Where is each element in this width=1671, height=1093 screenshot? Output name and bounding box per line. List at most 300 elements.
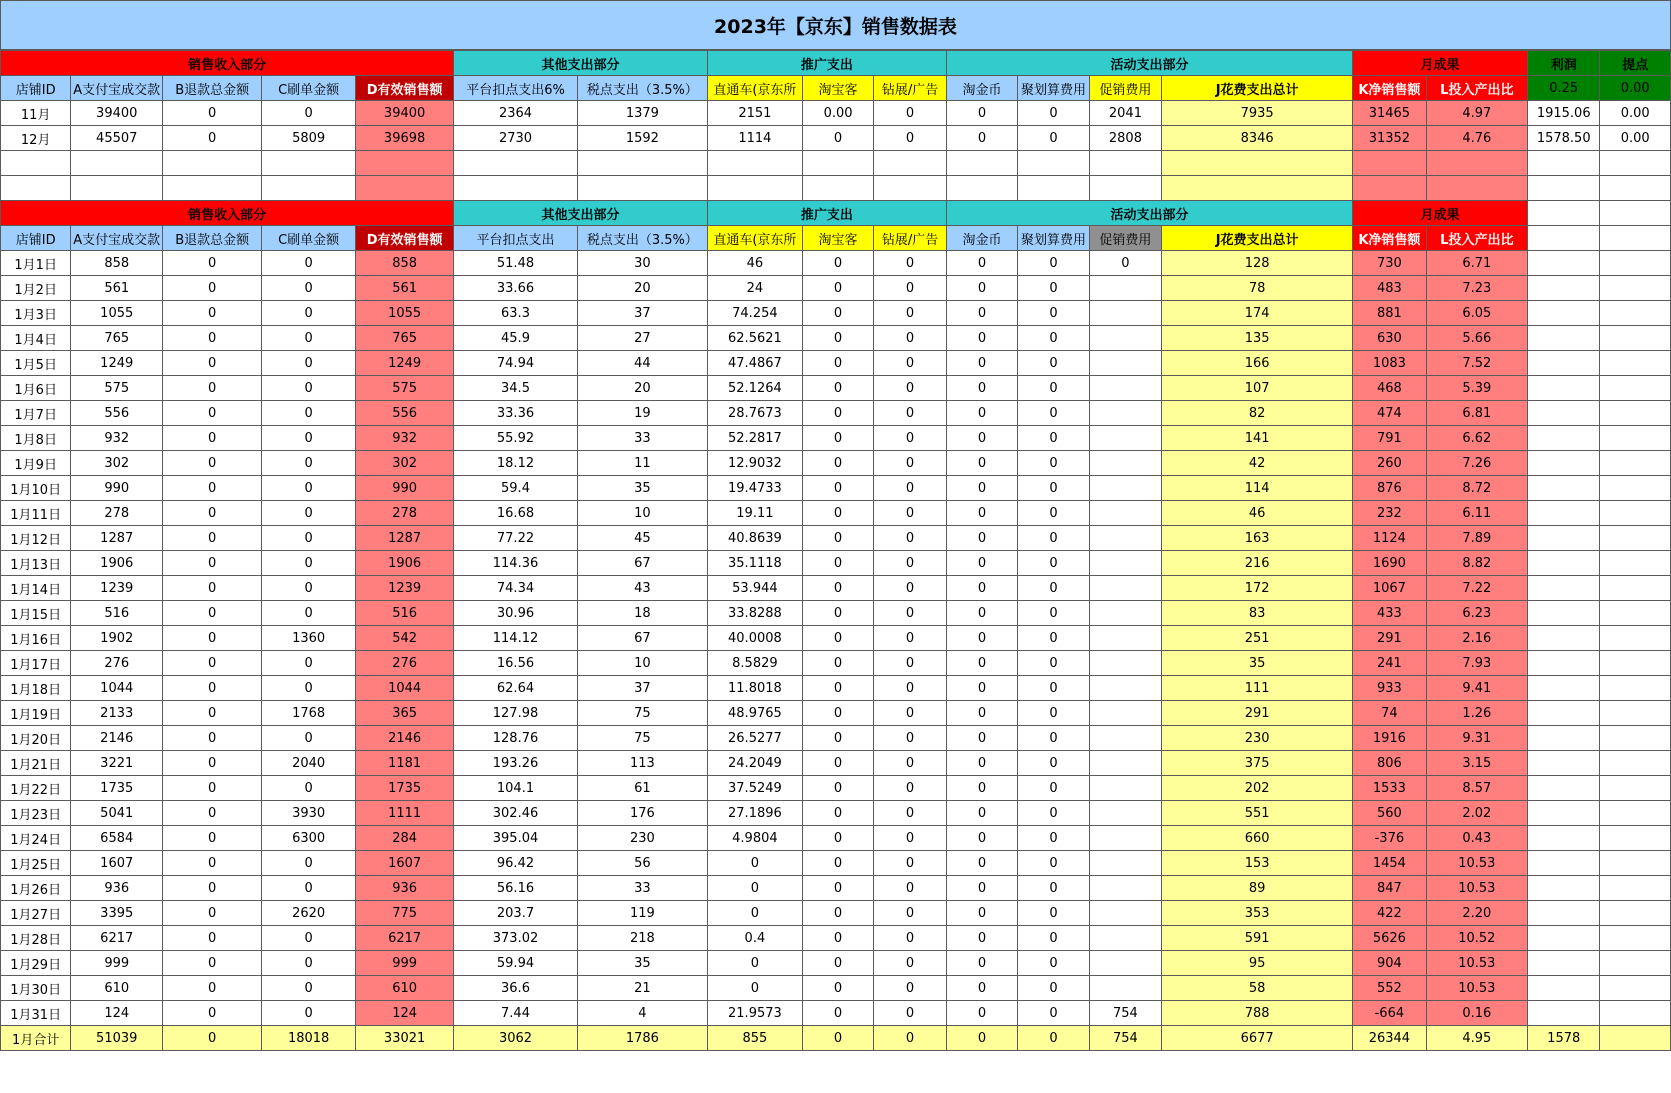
- cell-plat[interactable]: 77.22: [454, 526, 578, 551]
- cell-tbk[interactable]: 0: [802, 701, 873, 726]
- cell-c[interactable]: 0: [262, 951, 356, 976]
- cell-a[interactable]: 302: [71, 451, 163, 476]
- cell-j[interactable]: 89: [1162, 876, 1353, 901]
- column-header[interactable]: D有效销售额: [356, 226, 454, 251]
- cell-tidian[interactable]: 0.00: [1600, 126, 1671, 151]
- empty-cell[interactable]: [1527, 226, 1600, 251]
- cell-a[interactable]: 990: [71, 476, 163, 501]
- cell-tjb[interactable]: 0: [946, 651, 1017, 676]
- cell-k[interactable]: 260: [1353, 451, 1427, 476]
- cell-j[interactable]: 174: [1162, 301, 1353, 326]
- cell-ztc[interactable]: 0: [707, 976, 802, 1001]
- cell-d[interactable]: 765: [356, 326, 454, 351]
- column-header[interactable]: 店铺ID: [1, 226, 71, 251]
- cell-zz[interactable]: 0: [874, 451, 947, 476]
- cell-c[interactable]: 0: [262, 476, 356, 501]
- cell-profit[interactable]: 1915.06: [1527, 101, 1600, 126]
- cell-cx[interactable]: [1089, 701, 1162, 726]
- cell-zz[interactable]: 0: [874, 801, 947, 826]
- cell-b[interactable]: 0: [163, 501, 262, 526]
- cell-a[interactable]: 39400: [71, 101, 163, 126]
- cell-k[interactable]: 291: [1353, 626, 1427, 651]
- cell-zz[interactable]: 0: [874, 276, 947, 301]
- cell-a[interactable]: 556: [71, 401, 163, 426]
- cell-cx[interactable]: [1089, 426, 1162, 451]
- cell-plat[interactable]: 114.12: [454, 626, 578, 651]
- cell-b[interactable]: 0: [163, 776, 262, 801]
- cell-id[interactable]: 1月4日: [1, 326, 71, 351]
- cell-d[interactable]: 561: [356, 276, 454, 301]
- cell-jhs[interactable]: 0: [1018, 901, 1089, 926]
- cell-a[interactable]: 6217: [71, 926, 163, 951]
- empty-cell[interactable]: [262, 176, 356, 201]
- cell-tbk[interactable]: 0: [802, 751, 873, 776]
- cell-c[interactable]: 0: [262, 726, 356, 751]
- cell-c[interactable]: 18018: [262, 1026, 356, 1051]
- empty-cell[interactable]: [874, 151, 947, 176]
- cell-tjb[interactable]: 0: [946, 601, 1017, 626]
- cell-b[interactable]: 0: [163, 476, 262, 501]
- cell-a[interactable]: 3395: [71, 901, 163, 926]
- column-header[interactable]: C刷单金额: [262, 76, 356, 101]
- cell-tjb[interactable]: 0: [946, 626, 1017, 651]
- cell-plat[interactable]: 74.34: [454, 576, 578, 601]
- cell-l[interactable]: 8.57: [1426, 776, 1527, 801]
- cell-tbk[interactable]: 0: [802, 951, 873, 976]
- cell-ztc[interactable]: 19.11: [707, 501, 802, 526]
- cell-tax[interactable]: 35: [577, 951, 707, 976]
- empty-cell[interactable]: [1527, 326, 1600, 351]
- cell-zz[interactable]: 0: [874, 126, 947, 151]
- cell-k[interactable]: 468: [1353, 376, 1427, 401]
- cell-b[interactable]: 0: [163, 901, 262, 926]
- cell-id[interactable]: 1月28日: [1, 926, 71, 951]
- empty-cell[interactable]: [1353, 176, 1427, 201]
- cell-cx[interactable]: [1089, 276, 1162, 301]
- cell-c[interactable]: 0: [262, 551, 356, 576]
- empty-cell[interactable]: [1527, 926, 1600, 951]
- cell-c[interactable]: 0: [262, 1001, 356, 1026]
- cell-a[interactable]: 1239: [71, 576, 163, 601]
- cell-tbk[interactable]: 0: [802, 926, 873, 951]
- cell-k[interactable]: 552: [1353, 976, 1427, 1001]
- cell-d[interactable]: 39698: [356, 126, 454, 151]
- cell-a[interactable]: 5041: [71, 801, 163, 826]
- cell-c[interactable]: 0: [262, 376, 356, 401]
- cell-c[interactable]: 0: [262, 851, 356, 876]
- cell-cx[interactable]: [1089, 801, 1162, 826]
- header-profit[interactable]: 利润: [1527, 51, 1600, 76]
- cell-a[interactable]: 276: [71, 651, 163, 676]
- empty-cell[interactable]: [1527, 1001, 1600, 1026]
- column-header[interactable]: K净销售额: [1353, 76, 1427, 101]
- cell-c[interactable]: 0: [262, 501, 356, 526]
- cell-d[interactable]: 1044: [356, 676, 454, 701]
- empty-cell[interactable]: [454, 151, 578, 176]
- cell-profit[interactable]: 1578.50: [1527, 126, 1600, 151]
- group-header-month[interactable]: 月成果: [1353, 201, 1528, 226]
- cell-k[interactable]: 1533: [1353, 776, 1427, 801]
- cell-ztc[interactable]: 855: [707, 1026, 802, 1051]
- cell-l[interactable]: 10.52: [1426, 926, 1527, 951]
- cell-tidian[interactable]: [1600, 1026, 1671, 1051]
- cell-zz[interactable]: 0: [874, 651, 947, 676]
- cell-c[interactable]: 0: [262, 926, 356, 951]
- cell-b[interactable]: 0: [163, 576, 262, 601]
- cell-k[interactable]: 31352: [1353, 126, 1427, 151]
- empty-cell[interactable]: [1600, 951, 1671, 976]
- cell-l[interactable]: 6.62: [1426, 426, 1527, 451]
- cell-tbk[interactable]: 0: [802, 1026, 873, 1051]
- cell-id[interactable]: 1月1日: [1, 251, 71, 276]
- column-header[interactable]: C刷单金额: [262, 226, 356, 251]
- empty-cell[interactable]: [1600, 551, 1671, 576]
- empty-cell[interactable]: [1527, 801, 1600, 826]
- cell-zz[interactable]: 0: [874, 726, 947, 751]
- cell-j[interactable]: 353: [1162, 901, 1353, 926]
- column-header[interactable]: L投入产出比: [1426, 226, 1527, 251]
- cell-cx[interactable]: [1089, 726, 1162, 751]
- cell-j[interactable]: 591: [1162, 926, 1353, 951]
- cell-k[interactable]: 904: [1353, 951, 1427, 976]
- cell-tax[interactable]: 4: [577, 1001, 707, 1026]
- cell-tax[interactable]: 75: [577, 726, 707, 751]
- cell-j[interactable]: 291: [1162, 701, 1353, 726]
- cell-plat[interactable]: 74.94: [454, 351, 578, 376]
- cell-b[interactable]: 0: [163, 251, 262, 276]
- cell-cx[interactable]: 0: [1089, 251, 1162, 276]
- empty-cell[interactable]: [946, 151, 1017, 176]
- empty-cell[interactable]: [1527, 651, 1600, 676]
- cell-ztc[interactable]: 0: [707, 851, 802, 876]
- cell-plat[interactable]: 16.68: [454, 501, 578, 526]
- cell-tjb[interactable]: 0: [946, 1026, 1017, 1051]
- cell-k[interactable]: 881: [1353, 301, 1427, 326]
- cell-id[interactable]: 1月24日: [1, 826, 71, 851]
- cell-id[interactable]: 1月27日: [1, 901, 71, 926]
- cell-cx[interactable]: [1089, 951, 1162, 976]
- cell-zz[interactable]: 0: [874, 526, 947, 551]
- cell-d[interactable]: 1055: [356, 301, 454, 326]
- cell-tbk[interactable]: 0: [802, 876, 873, 901]
- cell-tax[interactable]: 37: [577, 301, 707, 326]
- empty-cell[interactable]: [1527, 951, 1600, 976]
- cell-l[interactable]: 10.53: [1426, 851, 1527, 876]
- cell-k[interactable]: 31465: [1353, 101, 1427, 126]
- cell-a[interactable]: 936: [71, 876, 163, 901]
- cell-b[interactable]: 0: [163, 826, 262, 851]
- group-header-other[interactable]: 其他支出部分: [454, 201, 708, 226]
- cell-k[interactable]: 1454: [1353, 851, 1427, 876]
- cell-tjb[interactable]: 0: [946, 251, 1017, 276]
- cell-id[interactable]: 1月19日: [1, 701, 71, 726]
- cell-id[interactable]: 1月22日: [1, 776, 71, 801]
- cell-b[interactable]: 0: [163, 701, 262, 726]
- cell-zz[interactable]: 0: [874, 851, 947, 876]
- cell-l[interactable]: 9.31: [1426, 726, 1527, 751]
- cell-tjb[interactable]: 0: [946, 901, 1017, 926]
- cell-cx[interactable]: [1089, 976, 1162, 1001]
- cell-tjb[interactable]: 0: [946, 826, 1017, 851]
- cell-tbk[interactable]: 0: [802, 576, 873, 601]
- column-header[interactable]: D有效销售额: [356, 76, 454, 101]
- empty-cell[interactable]: [1600, 901, 1671, 926]
- cell-tax[interactable]: 10: [577, 651, 707, 676]
- cell-ztc[interactable]: 11.8018: [707, 676, 802, 701]
- cell-ztc[interactable]: 53.944: [707, 576, 802, 601]
- cell-tjb[interactable]: 0: [946, 301, 1017, 326]
- cell-zz[interactable]: 0: [874, 1001, 947, 1026]
- cell-tjb[interactable]: 0: [946, 801, 1017, 826]
- cell-l[interactable]: 6.23: [1426, 601, 1527, 626]
- cell-jhs[interactable]: 0: [1018, 126, 1089, 151]
- cell-jhs[interactable]: 0: [1018, 476, 1089, 501]
- cell-tax[interactable]: 1592: [577, 126, 707, 151]
- cell-j[interactable]: 35: [1162, 651, 1353, 676]
- cell-zz[interactable]: 0: [874, 951, 947, 976]
- empty-cell[interactable]: [71, 176, 163, 201]
- cell-ztc[interactable]: 2151: [707, 101, 802, 126]
- cell-l[interactable]: 5.39: [1426, 376, 1527, 401]
- cell-ztc[interactable]: 0: [707, 876, 802, 901]
- cell-tbk[interactable]: 0: [802, 351, 873, 376]
- cell-tbk[interactable]: 0: [802, 1001, 873, 1026]
- cell-zz[interactable]: 0: [874, 251, 947, 276]
- cell-l[interactable]: 10.53: [1426, 876, 1527, 901]
- cell-id[interactable]: 11月: [1, 101, 71, 126]
- cell-zz[interactable]: 0: [874, 326, 947, 351]
- cell-cx[interactable]: [1089, 301, 1162, 326]
- cell-l[interactable]: 4.97: [1426, 101, 1527, 126]
- cell-k[interactable]: 1067: [1353, 576, 1427, 601]
- cell-jhs[interactable]: 0: [1018, 301, 1089, 326]
- cell-id[interactable]: 1月12日: [1, 526, 71, 551]
- empty-cell[interactable]: [1527, 901, 1600, 926]
- column-header[interactable]: 直通车(京东所: [707, 226, 802, 251]
- cell-tbk[interactable]: 0: [802, 126, 873, 151]
- cell-id[interactable]: 1月7日: [1, 401, 71, 426]
- cell-b[interactable]: 0: [163, 801, 262, 826]
- cell-cx[interactable]: 2808: [1089, 126, 1162, 151]
- cell-b[interactable]: 0: [163, 651, 262, 676]
- cell-plat[interactable]: 33.66: [454, 276, 578, 301]
- cell-b[interactable]: 0: [163, 426, 262, 451]
- cell-d[interactable]: 556: [356, 401, 454, 426]
- cell-c[interactable]: 0: [262, 576, 356, 601]
- cell-tjb[interactable]: 0: [946, 726, 1017, 751]
- cell-k[interactable]: 1124: [1353, 526, 1427, 551]
- cell-a[interactable]: 765: [71, 326, 163, 351]
- column-header[interactable]: 钻展/广告: [874, 76, 947, 101]
- cell-a[interactable]: 2146: [71, 726, 163, 751]
- cell-c[interactable]: 2620: [262, 901, 356, 926]
- cell-c[interactable]: 1360: [262, 626, 356, 651]
- cell-plat[interactable]: 56.16: [454, 876, 578, 901]
- cell-zz[interactable]: 0: [874, 101, 947, 126]
- cell-zz[interactable]: 0: [874, 351, 947, 376]
- cell-l[interactable]: 4.95: [1426, 1026, 1527, 1051]
- cell-d[interactable]: 302: [356, 451, 454, 476]
- cell-ztc[interactable]: 28.7673: [707, 401, 802, 426]
- empty-cell[interactable]: [1600, 601, 1671, 626]
- empty-cell[interactable]: [1527, 526, 1600, 551]
- cell-k[interactable]: 232: [1353, 501, 1427, 526]
- cell-jhs[interactable]: 0: [1018, 601, 1089, 626]
- cell-b[interactable]: 0: [163, 1001, 262, 1026]
- cell-tbk[interactable]: 0: [802, 251, 873, 276]
- empty-cell[interactable]: [1527, 676, 1600, 701]
- cell-zz[interactable]: 0: [874, 751, 947, 776]
- empty-cell[interactable]: [1089, 151, 1162, 176]
- cell-a[interactable]: 1902: [71, 626, 163, 651]
- cell-l[interactable]: 7.22: [1426, 576, 1527, 601]
- empty-cell[interactable]: [1527, 401, 1600, 426]
- cell-tbk[interactable]: 0: [802, 376, 873, 401]
- cell-tax[interactable]: 11: [577, 451, 707, 476]
- cell-j[interactable]: 95: [1162, 951, 1353, 976]
- column-header[interactable]: 聚划算费用: [1018, 76, 1089, 101]
- cell-j[interactable]: 166: [1162, 351, 1353, 376]
- cell-jhs[interactable]: 0: [1018, 401, 1089, 426]
- cell-tax[interactable]: 33: [577, 426, 707, 451]
- cell-k[interactable]: 806: [1353, 751, 1427, 776]
- cell-cx[interactable]: [1089, 401, 1162, 426]
- cell-cx[interactable]: [1089, 651, 1162, 676]
- empty-cell[interactable]: [874, 176, 947, 201]
- cell-jhs[interactable]: 0: [1018, 926, 1089, 951]
- cell-zz[interactable]: 0: [874, 676, 947, 701]
- cell-plat[interactable]: 59.4: [454, 476, 578, 501]
- cell-id[interactable]: 1月21日: [1, 751, 71, 776]
- empty-cell[interactable]: [1600, 851, 1671, 876]
- column-header[interactable]: L投入产出比: [1426, 76, 1527, 101]
- cell-ztc[interactable]: 12.9032: [707, 451, 802, 476]
- empty-cell[interactable]: [1527, 976, 1600, 1001]
- cell-plat[interactable]: 33.36: [454, 401, 578, 426]
- empty-cell[interactable]: [1600, 276, 1671, 301]
- cell-j[interactable]: 7935: [1162, 101, 1353, 126]
- cell-k[interactable]: 1083: [1353, 351, 1427, 376]
- empty-cell[interactable]: [1600, 426, 1671, 451]
- cell-jhs[interactable]: 0: [1018, 501, 1089, 526]
- cell-id[interactable]: 1月23日: [1, 801, 71, 826]
- cell-tjb[interactable]: 0: [946, 926, 1017, 951]
- cell-tax[interactable]: 33: [577, 876, 707, 901]
- cell-cx[interactable]: [1089, 526, 1162, 551]
- cell-c[interactable]: 0: [262, 601, 356, 626]
- cell-d[interactable]: 516: [356, 601, 454, 626]
- cell-cx[interactable]: [1089, 926, 1162, 951]
- cell-jhs[interactable]: 0: [1018, 276, 1089, 301]
- cell-jhs[interactable]: 0: [1018, 826, 1089, 851]
- column-header[interactable]: A支付宝成交款: [71, 76, 163, 101]
- group-header-month[interactable]: 月成果: [1353, 51, 1528, 76]
- cell-id[interactable]: 1月17日: [1, 651, 71, 676]
- cell-jhs[interactable]: 0: [1018, 701, 1089, 726]
- cell-a[interactable]: 1287: [71, 526, 163, 551]
- cell-tax[interactable]: 35: [577, 476, 707, 501]
- cell-zz[interactable]: 0: [874, 501, 947, 526]
- cell-zz[interactable]: 0: [874, 476, 947, 501]
- empty-cell[interactable]: [707, 151, 802, 176]
- cell-cx[interactable]: [1089, 901, 1162, 926]
- cell-k[interactable]: 1690: [1353, 551, 1427, 576]
- cell-id[interactable]: 1月5日: [1, 351, 71, 376]
- cell-tax[interactable]: 18: [577, 601, 707, 626]
- empty-cell[interactable]: [1527, 276, 1600, 301]
- empty-cell[interactable]: [1600, 251, 1671, 276]
- cell-a[interactable]: 2133: [71, 701, 163, 726]
- cell-cx[interactable]: [1089, 476, 1162, 501]
- cell-d[interactable]: 6217: [356, 926, 454, 951]
- cell-zz[interactable]: 0: [874, 376, 947, 401]
- cell-tax[interactable]: 27: [577, 326, 707, 351]
- empty-cell[interactable]: [1527, 351, 1600, 376]
- cell-id[interactable]: 1月18日: [1, 676, 71, 701]
- cell-jhs[interactable]: 0: [1018, 851, 1089, 876]
- cell-cx[interactable]: 754: [1089, 1026, 1162, 1051]
- cell-k[interactable]: 433: [1353, 601, 1427, 626]
- cell-c[interactable]: 0: [262, 426, 356, 451]
- cell-jhs[interactable]: 0: [1018, 101, 1089, 126]
- empty-cell[interactable]: [1527, 451, 1600, 476]
- cell-l[interactable]: 6.81: [1426, 401, 1527, 426]
- cell-b[interactable]: 0: [163, 526, 262, 551]
- cell-j[interactable]: 82: [1162, 401, 1353, 426]
- cell-zz[interactable]: 0: [874, 301, 947, 326]
- empty-cell[interactable]: [1162, 176, 1353, 201]
- cell-l[interactable]: 2.02: [1426, 801, 1527, 826]
- cell-zz[interactable]: 0: [874, 1026, 947, 1051]
- cell-jhs[interactable]: 0: [1018, 626, 1089, 651]
- cell-tbk[interactable]: 0: [802, 626, 873, 651]
- cell-j[interactable]: 202: [1162, 776, 1353, 801]
- empty-cell[interactable]: [802, 176, 873, 201]
- group-header-activity[interactable]: 活动支出部分: [946, 51, 1352, 76]
- cell-zz[interactable]: 0: [874, 426, 947, 451]
- cell-j[interactable]: 42: [1162, 451, 1353, 476]
- cell-tax[interactable]: 119: [577, 901, 707, 926]
- cell-j[interactable]: 216: [1162, 551, 1353, 576]
- cell-l[interactable]: 7.89: [1426, 526, 1527, 551]
- cell-a[interactable]: 999: [71, 951, 163, 976]
- cell-ztc[interactable]: 4.9804: [707, 826, 802, 851]
- cell-zz[interactable]: 0: [874, 926, 947, 951]
- cell-a[interactable]: 575: [71, 376, 163, 401]
- cell-ztc[interactable]: 8.5829: [707, 651, 802, 676]
- cell-c[interactable]: 0: [262, 776, 356, 801]
- cell-d[interactable]: 936: [356, 876, 454, 901]
- cell-id[interactable]: 1月30日: [1, 976, 71, 1001]
- cell-plat[interactable]: 59.94: [454, 951, 578, 976]
- cell-plat[interactable]: 45.9: [454, 326, 578, 351]
- cell-d[interactable]: 1287: [356, 526, 454, 551]
- cell-zz[interactable]: 0: [874, 876, 947, 901]
- cell-b[interactable]: 0: [163, 926, 262, 951]
- cell-a[interactable]: 932: [71, 426, 163, 451]
- empty-cell[interactable]: [71, 151, 163, 176]
- cell-k[interactable]: 74: [1353, 701, 1427, 726]
- empty-cell[interactable]: [1, 176, 71, 201]
- cell-tjb[interactable]: 0: [946, 776, 1017, 801]
- cell-l[interactable]: 7.26: [1426, 451, 1527, 476]
- cell-id[interactable]: 1月8日: [1, 426, 71, 451]
- cell-a[interactable]: 124: [71, 1001, 163, 1026]
- cell-l[interactable]: 7.52: [1426, 351, 1527, 376]
- empty-cell[interactable]: [1600, 876, 1671, 901]
- cell-k[interactable]: 474: [1353, 401, 1427, 426]
- cell-a[interactable]: 561: [71, 276, 163, 301]
